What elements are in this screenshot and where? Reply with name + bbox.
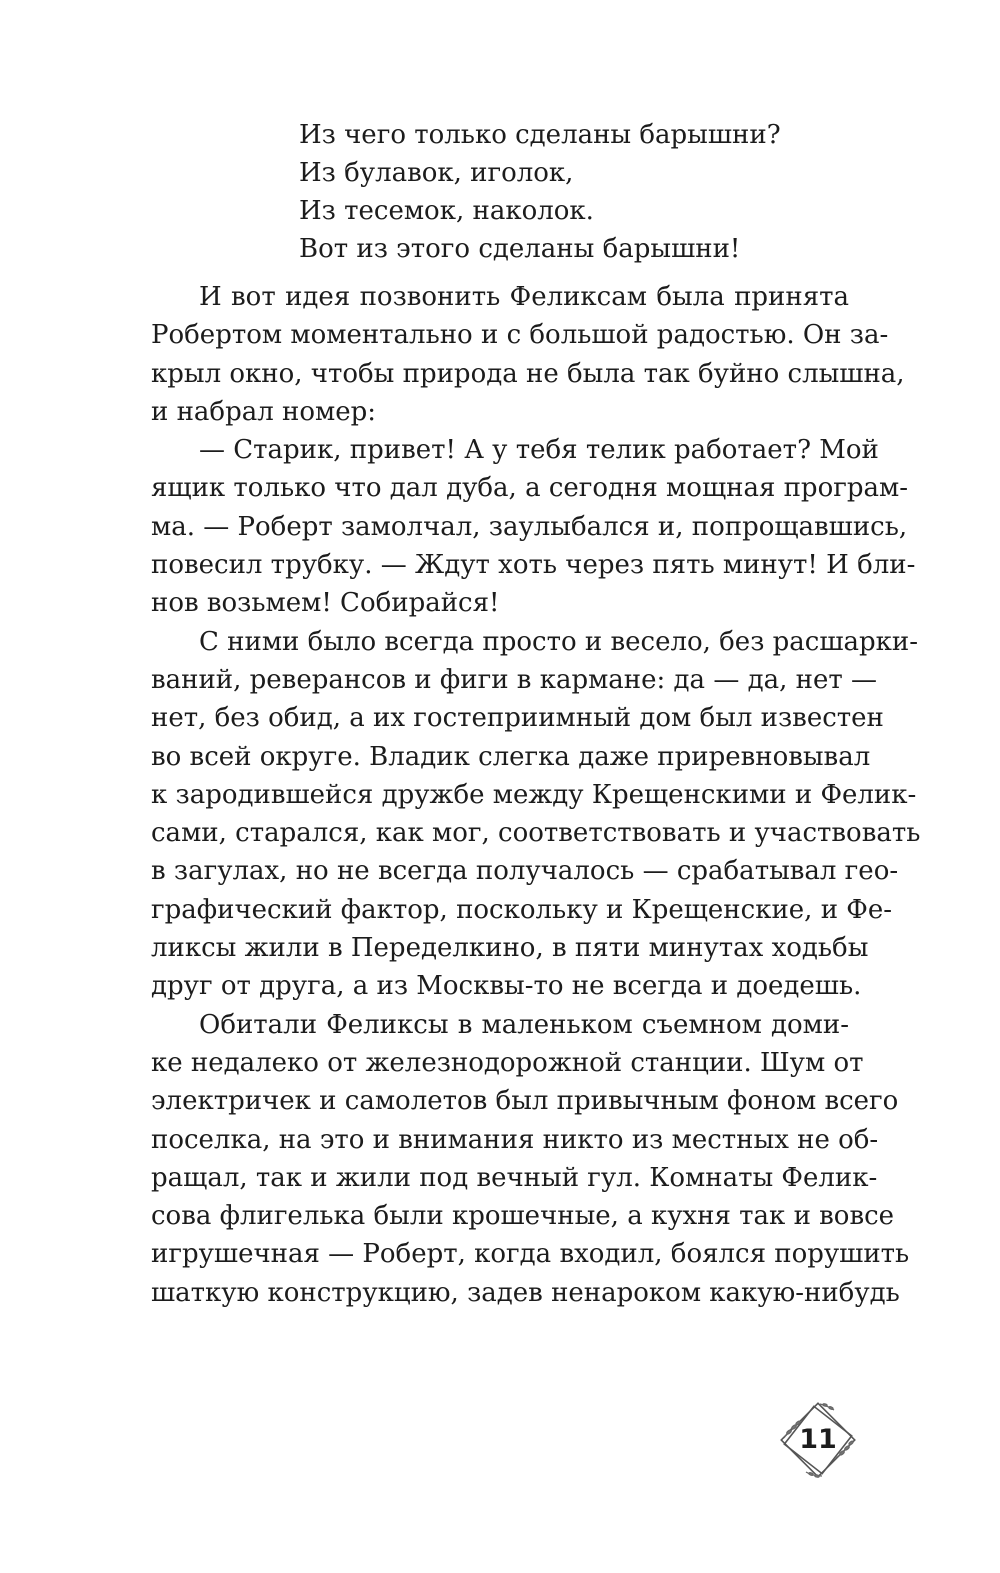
text-line: ящик только что дал дуба, а сегодня мощная програм-: [151, 473, 909, 504]
text-line: ваний, реверансов и фиги в кармане: да — да, нет —: [151, 664, 877, 695]
text-line: ма. — Роберт замолчал, заулыбался и, попрощавшись,: [151, 511, 908, 542]
text-line: — Старик, привет! А у тебя телик работает? Мой: [199, 435, 879, 466]
text-line: электричек и самолетов был привычным фоном всего: [151, 1086, 899, 1117]
text-line: нов возьмем! Собирайся!: [151, 588, 500, 619]
text-line: поселка, на это и внимания никто из местных не об-: [151, 1124, 879, 1155]
text-line: ке недалеко от железнодорожной станции. Шум от: [151, 1047, 864, 1078]
verse-line: Из булавок, иголок,: [299, 158, 574, 188]
text-line: сова флигелька были крошечные, а кухня так и вовсе: [151, 1201, 895, 1232]
text-line: во всей округе. Владик слегка даже приревновывал: [151, 741, 871, 772]
text-line: С ними было всегда просто и весело, без расшарки-: [199, 626, 919, 657]
verse-line: Вот из этого сделаны барышни!: [299, 234, 741, 264]
text-line: игрушечная — Роберт, когда входил, боялся порушить: [151, 1239, 910, 1270]
verse-line: Из чего только сделаны барышни?: [299, 120, 781, 150]
page-number: 11: [799, 1424, 837, 1455]
body-text: [151, 278, 921, 1312]
text-line: ликсы жили в Переделкино, в пяти минутах ходьбы: [151, 933, 869, 964]
text-line: И вот идея позвонить Феликсам была принята: [199, 282, 849, 312]
text-line: Робертом моментально и с большой радостью. Он за-: [151, 320, 889, 351]
text-line: ращал, так и жили под вечный гул. Комнаты Фелик-: [151, 1162, 878, 1193]
text-line: повесил трубку. — Ждут хоть через пять минут! И бли-: [151, 550, 916, 581]
text-line: Обитали Феликсы в маленьком съемном доми-: [199, 1009, 849, 1040]
text-line: в загулах, но не всегда получалось — срабатывал гео-: [151, 856, 899, 887]
page-number-badge: [770, 1392, 866, 1488]
text-line: друг от друга, а из Москвы-то не всегда и доедешь.: [151, 971, 862, 1002]
text-line: шаткую конструкцию, задев ненароком какую-нибудь: [151, 1277, 900, 1308]
text-line: сами, старался, как мог, соответствовать и участвовать: [151, 818, 921, 849]
text-line: графический фактор, поскольку и Крещенские, и Фе-: [151, 894, 893, 925]
text-line: крыл окно, чтобы природа не была так буйно слышна,: [151, 358, 905, 389]
text-line: нет, без обид, а их гостеприимный дом был известен: [151, 703, 884, 734]
verse-stanza: [299, 116, 781, 268]
text-line: и набрал номер:: [151, 396, 376, 427]
verse-line: Из тесемок, наколок.: [299, 196, 594, 226]
text-line: к зародившейся дружбе между Крещенскими и Фелик-: [151, 779, 917, 810]
